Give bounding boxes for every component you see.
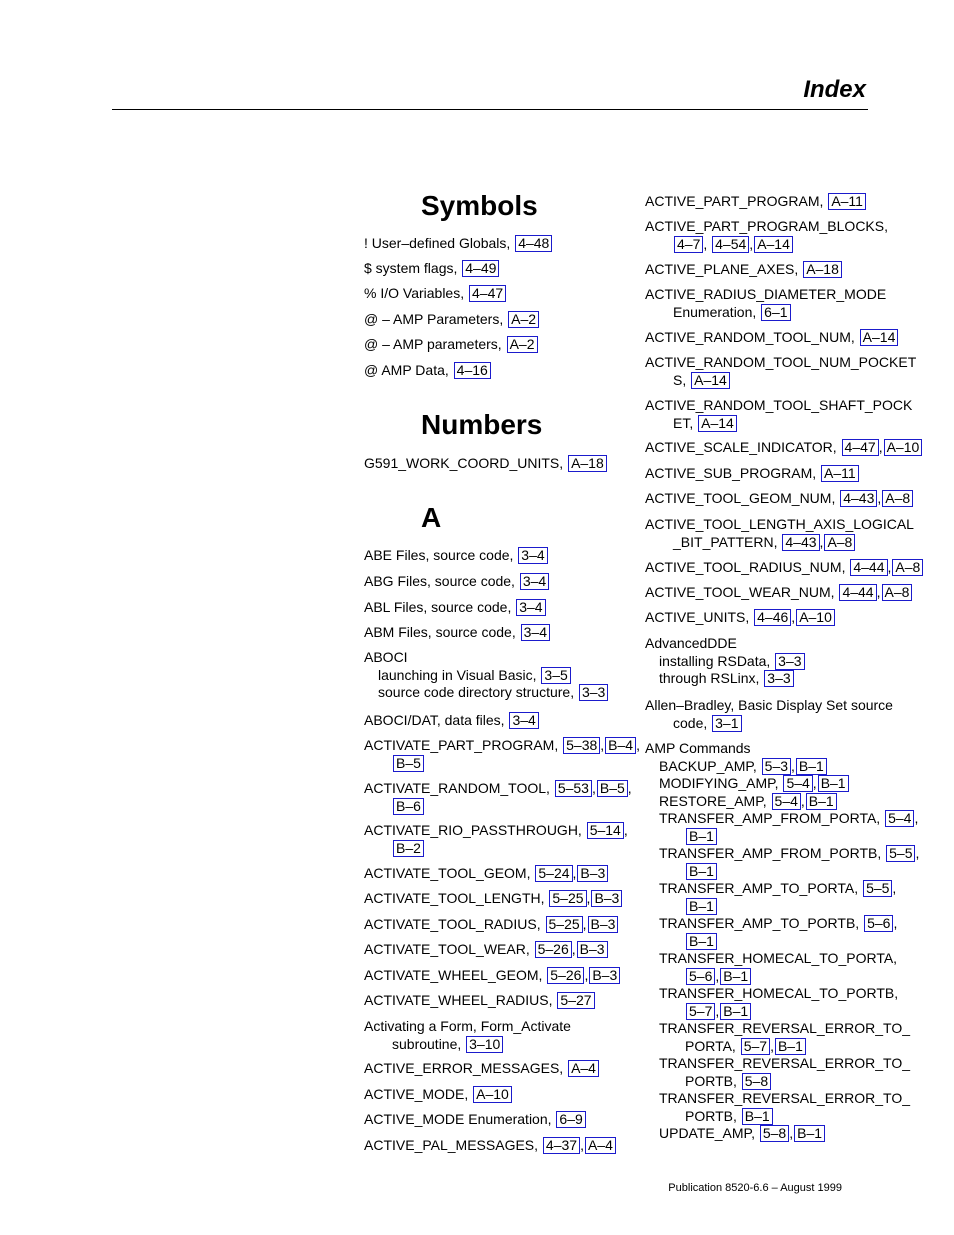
- index-entry: [364, 311, 539, 329]
- page-reference-link[interactable]: 5–3: [762, 758, 791, 775]
- index-entry: [645, 465, 859, 483]
- index-entry: [645, 218, 888, 253]
- page-reference-link[interactable]: A–10: [473, 1086, 512, 1103]
- entry-text: TRANSFER_AMP_FROM_PORTB,: [659, 845, 886, 861]
- entry-text: ACTIVATE_TOOL_RADIUS,: [364, 916, 545, 932]
- index-entry: [364, 1086, 512, 1104]
- entry-text: PORTB,: [685, 1107, 741, 1124]
- entry-text: Allen–Bradley, Basic Display Set source: [645, 697, 893, 713]
- entry-text: ET,: [673, 414, 698, 431]
- index-entry: [364, 822, 628, 857]
- index-entry: [364, 455, 607, 473]
- entry-text: ,: [915, 845, 920, 861]
- entry-text: ACTIVE_TOOL_GEOM_NUM,: [645, 490, 840, 506]
- entry-text: through RSLinx,: [659, 670, 764, 686]
- page-reference-link[interactable]: B–4: [605, 737, 636, 754]
- index-entry: [645, 329, 898, 347]
- index-entry: [364, 1111, 586, 1129]
- page-reference-link[interactable]: 4–44: [850, 559, 887, 576]
- page-reference-link[interactable]: 5–6: [864, 915, 893, 932]
- index-entry: [645, 697, 893, 732]
- page-reference-link[interactable]: 5–24: [535, 865, 572, 882]
- entry-text: TRANSFER_HOMECAL_TO_PORTA,: [659, 950, 898, 966]
- page-reference-link[interactable]: 3–1: [712, 715, 741, 732]
- entry-text: ACTIVE_UNITS,: [645, 609, 754, 625]
- section-heading: A: [421, 502, 442, 533]
- entry-text: subroutine,: [392, 1035, 466, 1052]
- entry-text: ACTIVE_TOOL_LENGTH_AXIS_LOGICAL: [645, 516, 914, 532]
- page-reference-link[interactable]: 5–5: [886, 845, 915, 862]
- entry-text: ABE Files, source code,: [364, 547, 518, 563]
- page-reference-link[interactable]: A–11: [828, 193, 866, 210]
- page-reference-link[interactable]: 4–49: [462, 260, 499, 277]
- page-reference-link[interactable]: A–14: [754, 236, 793, 253]
- entry-text: ,: [627, 780, 632, 796]
- entry-text: ACTIVATE_WHEEL_RADIUS,: [364, 992, 557, 1008]
- page-reference-link[interactable]: B–1: [775, 1038, 806, 1055]
- index-entry: [364, 260, 499, 278]
- entry-text: ACTIVE_RANDOM_TOOL_NUM,: [645, 329, 859, 345]
- index-entry: [645, 516, 914, 551]
- page-reference-link[interactable]: 4–47: [842, 439, 879, 456]
- page-reference-link[interactable]: 5–4: [885, 810, 914, 827]
- index-entry: [364, 624, 550, 642]
- page-reference-link[interactable]: B–1: [818, 775, 849, 792]
- page-reference-link[interactable]: A–2: [508, 311, 539, 328]
- entry-text: ,: [819, 533, 824, 550]
- index-entry: [364, 547, 548, 565]
- page-reference-link[interactable]: B–1: [686, 828, 717, 845]
- index-entry: [645, 261, 842, 279]
- page-reference-link[interactable]: 5–4: [772, 793, 801, 810]
- index-entry: [364, 890, 622, 908]
- index-entry: [364, 941, 608, 959]
- index-entry: [364, 992, 595, 1010]
- entry-text: ,: [715, 967, 720, 984]
- page-reference-link[interactable]: B–1: [686, 863, 717, 880]
- page-reference-link[interactable]: 5–4: [783, 775, 812, 792]
- entry-text: @ – AMP Parameters,: [364, 311, 508, 327]
- page-reference-link[interactable]: 6–1: [761, 304, 790, 321]
- entry-text: ABOCI: [364, 649, 408, 665]
- entry-text: ACTIVE_MODE,: [364, 1086, 473, 1102]
- page-reference-link[interactable]: 3–3: [579, 684, 608, 701]
- entry-text: ,: [892, 880, 897, 896]
- entry-text: BACKUP_AMP,: [659, 757, 761, 774]
- entry-text: ACTIVE_PAL_MESSAGES,: [364, 1137, 542, 1153]
- page-reference-link[interactable]: B–5: [597, 780, 628, 797]
- page-reference-link[interactable]: 4–46: [754, 609, 791, 626]
- entry-text: MODIFYING_AMP,: [659, 775, 783, 791]
- page-reference-link[interactable]: 3–4: [521, 624, 550, 641]
- page-reference-link[interactable]: B–1: [686, 933, 717, 950]
- entry-text: PORTB,: [685, 1072, 741, 1089]
- entry-text: ACTIVE_PART_PROGRAM,: [645, 193, 828, 209]
- index-entry: [364, 285, 506, 303]
- header-rule: [112, 109, 868, 110]
- index-entry: [645, 635, 805, 688]
- entry-text: ,: [586, 890, 591, 906]
- page-reference-link[interactable]: A–8: [824, 534, 855, 551]
- entry-text: TRANSFER_REVERSAL_ERROR_TO_: [659, 1055, 911, 1071]
- entry-text: ACTIVATE_RANDOM_TOOL,: [364, 780, 554, 796]
- entry-text: TRANSFER_AMP_TO_PORTA,: [659, 880, 863, 896]
- page-reference-link[interactable]: 4–37: [543, 1137, 580, 1154]
- entry-text: ABM Files, source code,: [364, 624, 520, 640]
- entry-text: _BIT_PATTERN,: [673, 533, 782, 550]
- entry-text: ACTIVE_MODE Enumeration,: [364, 1111, 556, 1127]
- page-reference-link[interactable]: B–1: [720, 1003, 751, 1020]
- entry-text: ,: [582, 916, 587, 932]
- page-reference-link[interactable]: 5–27: [557, 992, 594, 1009]
- index-entry: [364, 336, 538, 354]
- entry-text: ACTIVE_RANDOM_TOOL_NUM_POCKET: [645, 354, 917, 370]
- page-reference-link[interactable]: B–6: [393, 798, 424, 815]
- entry-text: launching in Visual Basic,: [378, 666, 541, 683]
- page-reference-link[interactable]: A–14: [698, 415, 737, 432]
- entry-text: TRANSFER_HOMECAL_TO_PORTB,: [659, 985, 899, 1001]
- entry-text: ACTIVATE_WHEEL_GEOM,: [364, 967, 547, 983]
- page-reference-link[interactable]: A–14: [691, 372, 730, 389]
- page-reference-link[interactable]: B–1: [720, 968, 751, 985]
- index-entry: [645, 584, 912, 602]
- page-reference-link[interactable]: 4–7: [674, 236, 703, 253]
- entry-text: source code directory structure,: [378, 684, 578, 700]
- entry-text: ACTIVE_ERROR_MESSAGES,: [364, 1060, 568, 1076]
- entry-text: ,: [749, 235, 754, 252]
- page-reference-link[interactable]: B–2: [393, 840, 424, 857]
- page-reference-link[interactable]: 4–43: [840, 490, 877, 507]
- page-reference-link[interactable]: 4–43: [782, 534, 819, 551]
- index-entry: [645, 354, 916, 389]
- page-reference-link[interactable]: 4–47: [469, 285, 506, 302]
- entry-text: ACTIVATE_PART_PROGRAM,: [364, 737, 563, 753]
- entry-text: ,: [572, 865, 577, 881]
- entry-text: % I/O Variables,: [364, 285, 469, 301]
- page-reference-link[interactable]: 3–3: [764, 670, 793, 687]
- entry-text: ,: [715, 1002, 720, 1019]
- index-entry: [645, 193, 866, 211]
- entry-text: ,: [914, 810, 919, 826]
- entry-text: @ AMP Data,: [364, 362, 453, 378]
- index-entry: [364, 1137, 616, 1155]
- entry-text: TRANSFER_AMP_TO_PORTB,: [659, 915, 864, 931]
- entry-text: $ system flags,: [364, 260, 462, 276]
- page-title: Index: [803, 76, 866, 103]
- entry-text: ACTIVE_PLANE_AXES,: [645, 261, 803, 277]
- entry-text: PORTA,: [685, 1037, 740, 1054]
- entry-text: ,: [800, 792, 805, 809]
- entry-text: AMP Commands: [645, 740, 751, 756]
- page-reference-link[interactable]: 5–7: [686, 1003, 715, 1020]
- entry-text: ,: [636, 737, 640, 753]
- index-entry: [364, 1018, 571, 1053]
- page-reference-link[interactable]: A–10: [796, 609, 835, 626]
- entry-text: ACTIVATE_TOOL_GEOM,: [364, 865, 535, 881]
- page-reference-link[interactable]: 3–4: [509, 712, 538, 729]
- page-reference-link[interactable]: 3–4: [516, 599, 545, 616]
- index-entry: [364, 780, 632, 815]
- page-reference-link[interactable]: B–3: [589, 967, 620, 984]
- entry-text: ,: [812, 775, 817, 791]
- index-entry: [645, 609, 835, 627]
- entry-text: ACTIVATE_TOOL_LENGTH,: [364, 890, 549, 906]
- entry-text: ,: [571, 941, 576, 957]
- entry-text: ,: [600, 737, 605, 753]
- index-entry: [364, 967, 620, 985]
- page-reference-link[interactable]: 5–8: [742, 1073, 771, 1090]
- page-reference-link[interactable]: A–10: [884, 439, 923, 456]
- entry-text: ,: [703, 235, 712, 252]
- page-reference-link[interactable]: B–3: [591, 890, 622, 907]
- entry-text: TRANSFER_REVERSAL_ERROR_TO_: [659, 1020, 911, 1036]
- page-reference-link[interactable]: 3–4: [520, 573, 549, 590]
- entry-text: ACTIVE_RANDOM_TOOL_SHAFT_POCK: [645, 397, 913, 413]
- page-reference-link[interactable]: B–1: [796, 758, 827, 775]
- entry-text: ABL Files, source code,: [364, 599, 516, 615]
- index-entry: [645, 286, 886, 321]
- page-reference-link[interactable]: 5–14: [587, 822, 624, 839]
- page-reference-link[interactable]: 5–26: [547, 967, 584, 984]
- page-reference-link[interactable]: B–1: [686, 898, 717, 915]
- page-reference-link[interactable]: 5–53: [555, 780, 592, 797]
- page-reference-link[interactable]: 5–26: [535, 941, 572, 958]
- entry-text: ,: [591, 780, 596, 796]
- index-entry: [645, 490, 913, 508]
- entry-text: ,: [770, 1037, 774, 1054]
- entry-text: AdvancedDDE: [645, 635, 737, 651]
- entry-text: installing RSData,: [659, 652, 775, 669]
- entry-text: ACTIVE_TOOL_RADIUS_NUM,: [645, 559, 850, 575]
- entry-text: code,: [673, 714, 712, 731]
- entry-text: ,: [623, 822, 628, 838]
- page-reference-link[interactable]: A–18: [568, 455, 607, 472]
- index-entry: [645, 740, 919, 1143]
- entry-text: ACTIVE_SCALE_INDICATOR,: [645, 439, 841, 455]
- index-entry: [645, 559, 923, 577]
- entry-text: Activating a Form, Form_Activate: [364, 1018, 571, 1034]
- page-reference-link[interactable]: 5–8: [760, 1125, 789, 1142]
- entry-text: ,: [876, 584, 881, 600]
- section-heading: Numbers: [421, 409, 543, 440]
- page-reference-link[interactable]: A–18: [803, 261, 842, 278]
- page-reference-link[interactable]: A–8: [882, 584, 913, 601]
- entry-text: ! User–defined Globals,: [364, 235, 515, 251]
- entry-text: ACTIVATE_TOOL_WEAR,: [364, 941, 534, 957]
- page-reference-link[interactable]: B–3: [588, 916, 619, 933]
- entry-text: @ – AMP parameters,: [364, 336, 506, 352]
- page-reference-link[interactable]: 3–10: [466, 1036, 503, 1053]
- index-entry: [364, 1060, 599, 1078]
- page-reference-link[interactable]: B–1: [742, 1108, 773, 1125]
- entry-text: UPDATE_AMP,: [659, 1125, 759, 1141]
- index-entry: [364, 916, 618, 934]
- entry-text: ,: [791, 757, 795, 774]
- entry-text: ACTIVE_RADIUS_DIAMETER_MODE: [645, 286, 887, 302]
- page-reference-link[interactable]: A–8: [882, 490, 913, 507]
- page-reference-link[interactable]: 4–16: [454, 362, 491, 379]
- page-reference-link[interactable]: B–1: [794, 1125, 825, 1142]
- entry-text: ,: [893, 915, 898, 931]
- publication-footer: Publication 8520-6.6 – August 1999: [668, 1182, 842, 1194]
- page-reference-link[interactable]: B–5: [393, 755, 424, 772]
- page-reference-link[interactable]: 5–25: [546, 916, 583, 933]
- page-reference-link[interactable]: A–4: [568, 1060, 599, 1077]
- entry-text: ACTIVE_TOOL_WEAR_NUM,: [645, 584, 839, 600]
- entry-text: ,: [877, 490, 882, 506]
- index-entry: [645, 397, 912, 432]
- page-reference-link[interactable]: 4–44: [839, 584, 876, 601]
- page-reference-link[interactable]: 6–9: [556, 1111, 585, 1128]
- entry-text: ABOCI/DAT, data files,: [364, 712, 509, 728]
- index-entry: [364, 865, 608, 883]
- index-entry: [364, 737, 640, 772]
- page-reference-link[interactable]: A–2: [507, 336, 538, 353]
- page-reference-link[interactable]: 5–7: [741, 1038, 770, 1055]
- entry-text: ,: [789, 1125, 794, 1141]
- entry-text: ACTIVE_SUB_PROGRAM,: [645, 465, 821, 481]
- entry-text: ,: [878, 439, 883, 455]
- index-entry: [364, 573, 549, 591]
- entry-text: ,: [791, 609, 796, 625]
- entry-text: TRANSFER_REVERSAL_ERROR_TO_: [659, 1090, 911, 1106]
- page-reference-link[interactable]: A–11: [821, 465, 859, 482]
- page-reference-link[interactable]: 3–5: [541, 667, 570, 684]
- page-reference-link[interactable]: 4–54: [712, 236, 749, 253]
- section-heading: Symbols: [421, 190, 538, 221]
- page-reference-link[interactable]: B–3: [577, 941, 608, 958]
- index-entry: [364, 599, 546, 617]
- page-reference-link[interactable]: 5–25: [549, 890, 586, 907]
- page-reference-link[interactable]: 3–3: [775, 653, 804, 670]
- index-entry: [364, 712, 539, 730]
- entry-text: ,: [887, 559, 892, 575]
- entry-text: ACTIVE_PART_PROGRAM_BLOCKS,: [645, 218, 888, 234]
- entry-text: ,: [580, 1137, 584, 1153]
- entry-text: ACTIVATE_RIO_PASSTHROUGH,: [364, 822, 586, 838]
- page-reference-link[interactable]: B–1: [806, 793, 837, 810]
- index-entry: [364, 649, 608, 702]
- page-reference-link[interactable]: A–8: [892, 559, 923, 576]
- entry-text: RESTORE_AMP,: [659, 792, 771, 809]
- entry-text: G591_WORK_COORD_UNITS,: [364, 455, 568, 471]
- index-entry: [645, 439, 922, 457]
- entry-text: ,: [584, 967, 589, 983]
- index-entry: [364, 235, 552, 253]
- page-reference-link[interactable]: A–4: [585, 1137, 616, 1154]
- index-entry: [364, 362, 491, 380]
- page-reference-link[interactable]: 5–5: [863, 880, 892, 897]
- page-reference-link[interactable]: 5–6: [686, 968, 715, 985]
- entry-text: ABG Files, source code,: [364, 573, 519, 589]
- entry-text: S,: [673, 371, 691, 388]
- page-reference-link[interactable]: 3–4: [518, 547, 547, 564]
- page-reference-link[interactable]: 5–38: [563, 737, 600, 754]
- entry-text: TRANSFER_AMP_FROM_PORTA,: [659, 810, 885, 826]
- page-reference-link[interactable]: A–14: [860, 329, 899, 346]
- page-reference-link[interactable]: B–3: [577, 865, 608, 882]
- entry-text: Enumeration,: [673, 303, 761, 320]
- page-reference-link[interactable]: 4–48: [515, 235, 552, 252]
